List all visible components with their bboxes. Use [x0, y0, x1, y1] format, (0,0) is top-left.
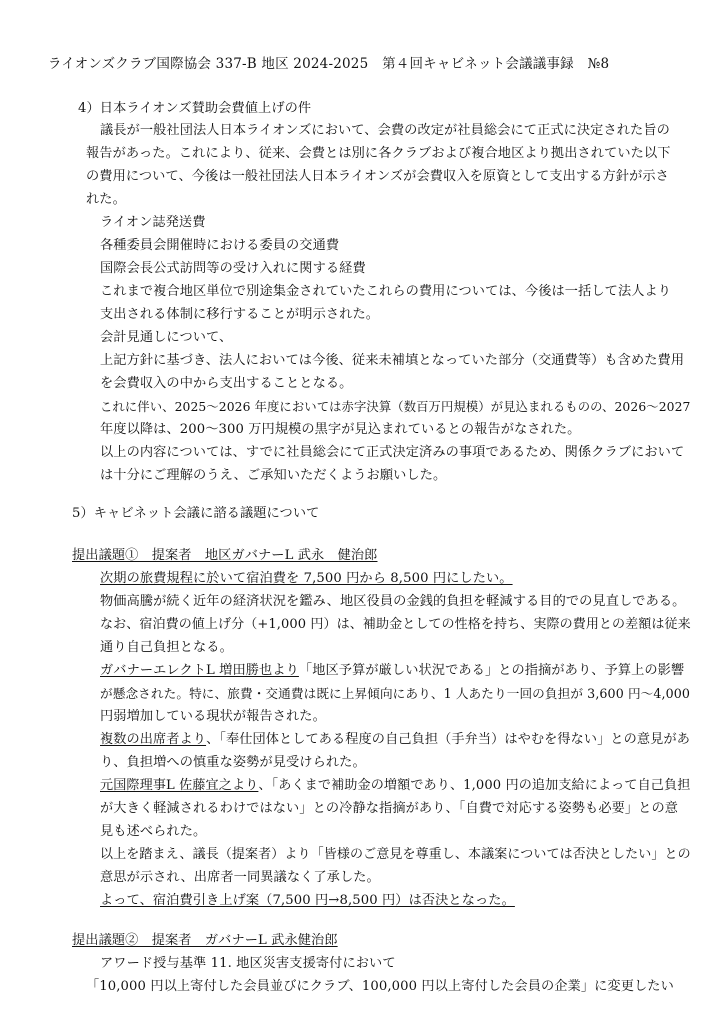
motion-1-line: が大きく軽減されるわけではない」との冷静な指摘があり、「自費で対応する姿勢も必要」との意	[100, 801, 679, 816]
motion-1-proposal: 次期の旅費規程に於いて宿泊費を 7,500 円から 8,500 円にしたい。	[100, 571, 513, 586]
motion-2-heading: 提出議題② 提案者 ガバナーL 武永健治郎	[72, 933, 338, 948]
section-5-title: 5）キャビネット会議に諮る議題について	[72, 506, 320, 521]
section-4-paragraph-line: 以上の内容については、すでに社員総会にて正式決定済みの事項であるため、関係クラブにおいて	[100, 445, 685, 460]
section-4-list-item: 国際会長公式訪問等の受け入れに関する経費	[100, 261, 366, 276]
governor-elect-name: ガバナーエレクトL 増田勝也より	[100, 663, 299, 678]
section-4-paragraph-line: れた。	[86, 192, 126, 207]
motion-1-line: 物価高騰が続く近年の経済状況を鑑み、地区役員の金銭的負担を軽減する目的での見直しである。	[100, 594, 686, 609]
section-4-paragraph-line: これに伴い、2025～2026 年度においては赤字決算（数百万円規模）が見込まれるものの、2026～2027	[100, 400, 691, 414]
attendees-remark	[100, 731, 690, 749]
section-4-paragraph-line: 支出される体制に移行することが明示された。	[100, 307, 380, 322]
motion-1-line: 通り自己負担となる。	[100, 640, 233, 655]
motion-2-line: 「10,000 円以上寄付した会員並びにクラブ、100,000 円以上寄付した会員の企業」に変更したい	[86, 979, 674, 994]
motion-1-line: なお、宿泊費の値上げ分（+1,000 円）は、補助金としての性格を持ち、実際の費用との差額は従来	[100, 617, 691, 632]
attendees-remark-text: 、「奉仕団体としてある程度の自己負担（手弁当）はやむを得ない」との意見があ	[206, 732, 690, 747]
section-4-paragraph-line: 年度以降は、200～300 万円規模の黒字が見込まれているとの報告がなされた。	[100, 422, 581, 437]
section-4-paragraph-line: を会費収入の中から支出することとなる。	[100, 376, 353, 391]
motion-1-result: よって、宿泊費引き上げ案（7,500 円→8,500 円）は否決となった。	[100, 893, 515, 908]
page-header: ライオンズクラブ国際協会 337-B 地区 2024-2025 第４回キャビネット会議議事録 №8	[48, 56, 610, 72]
motion-1-heading: 提出議題① 提案者 地区ガバナーL 武永 健治郎	[72, 548, 378, 563]
attendees-name: 複数の出席者より	[100, 732, 207, 747]
motion-1-line: り、負担増への慎重な姿勢が見受けられた。	[100, 755, 366, 770]
motion-1-line: が懸念された。特に、旅費・交通費は既に上昇傾向にあり、1 人あたり一回の負担が 3,600 円～4,000	[100, 686, 691, 701]
section-4-list-item: 各種委員会開催時における委員の交通費	[100, 238, 340, 253]
former-director-remark	[100, 777, 690, 795]
section-4-paragraph-line: は十分にご理解のうえ、ご承知いただくようお願いした。	[100, 468, 447, 483]
section-4-title: 4）日本ライオンズ賛助会費値上げの件	[78, 101, 312, 116]
section-4-paragraph-line: 報告があった。これにより、従来、会費とは別に各クラブおよび複合地区より拠出されていた以下	[86, 146, 671, 161]
governor-elect-remark-text: 「地区予算が厳しい状況である」との指摘があり、予算上の影響	[298, 663, 685, 678]
section-4-list-item: ライオン誌発送費	[100, 215, 206, 230]
section-4-paragraph-line: 上記方針に基づき、法人においては今後、従来未補填となっていた部分（交通費等）も含めた費用	[100, 353, 685, 368]
section-4-paragraph-line: の費用について、今後は一般社団法人日本ライオンズが会費収入を原資として支出する方針が示さ	[86, 169, 669, 184]
former-director-remark-text: 、「あくまで補助金の増額であり、1,000 円の追加支給によって自己負担	[258, 778, 691, 793]
former-director-name: 元国際理事L 佐藤宜之より	[100, 778, 259, 793]
section-4-paragraph-line: 会計見通しについて、	[100, 330, 233, 345]
section-4-paragraph-line: これまで複合地区単位で別途集金されていたこれらの費用については、今後は一括して法人より	[100, 284, 672, 299]
motion-1-line: 意思が示され、出席者一同異議なく了承した。	[100, 870, 380, 885]
motion-1-line: 円弱増加している現状が報告された。	[100, 709, 326, 724]
motion-2-line: アワード授与基準 11. 地区災害支援寄付において	[100, 956, 396, 971]
section-4-paragraph-line: 議長が一般社団法人日本ライオンズにおいて、会費の改定が社員総会にて正式に決定された旨の	[100, 123, 670, 138]
motion-1-line: 見も述べられた。	[100, 824, 207, 839]
governor-elect-remark	[100, 662, 684, 680]
motion-1-line: 以上を踏まえ、議長（提案者）より「皆様のご意見を尊重し、本議案については否決としたい」との	[100, 847, 691, 862]
